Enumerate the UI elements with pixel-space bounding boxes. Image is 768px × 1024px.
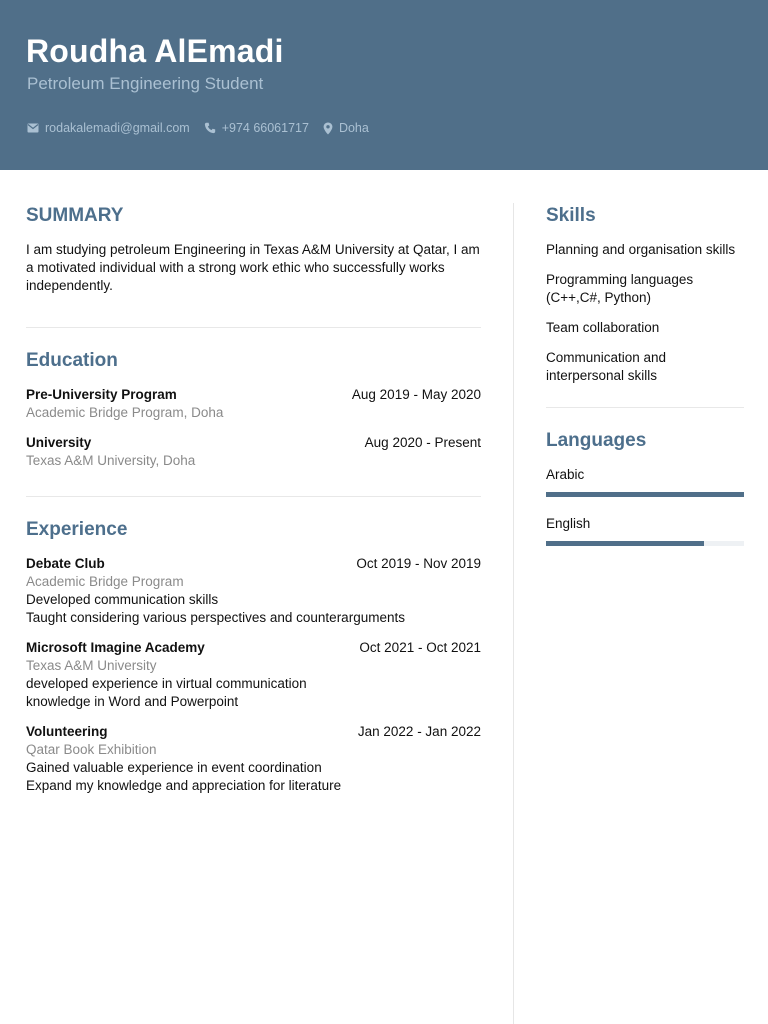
person-name: Roudha AlEmadi: [26, 33, 284, 69]
skill-item: Planning and organisation skills: [546, 242, 736, 257]
skill-item: Programming languages (C++,C#, Python): [546, 272, 694, 305]
language-level-fill: [546, 541, 704, 546]
mail-icon: [27, 123, 39, 133]
language-level-bar: [546, 492, 744, 497]
resume-header: [0, 0, 768, 170]
education-title: Education: [26, 350, 118, 371]
entry-description: Taught considering various perspectives and counterarguments: [26, 610, 405, 625]
contact-phone[interactable]: [204, 121, 309, 135]
experience-entry: [26, 639, 481, 711]
experience-section: [26, 517, 481, 795]
skills-title: Skills: [546, 205, 596, 226]
side-column: [546, 203, 744, 546]
language-name: Arabic: [546, 467, 585, 482]
entry-date: Aug 2020 - Present: [364, 435, 481, 450]
entry-description: Expand my knowledge and appreciation for literature: [26, 778, 342, 793]
skill-item: Team collaboration: [546, 320, 660, 335]
entry-organization: Academic Bridge Program: [26, 574, 184, 589]
entry-date: Oct 2019 - Nov 2019: [356, 556, 481, 571]
education-section: [26, 348, 481, 470]
contact-email[interactable]: [27, 121, 190, 135]
entry-description: Developed communication skills: [26, 592, 219, 607]
summary-title: SUMMARY: [26, 205, 124, 226]
entry-institution: Academic Bridge Program, Doha: [26, 405, 224, 420]
education-entry: [26, 386, 481, 422]
entry-title: Pre-University Program: [26, 387, 177, 402]
entry-title: University: [26, 435, 92, 450]
entry-title: Microsoft Imagine Academy: [26, 640, 205, 655]
language-level-bar: [546, 541, 744, 546]
entry-institution: Texas A&M University, Doha: [26, 453, 196, 468]
contact-location: [323, 121, 369, 135]
experience-entry: [26, 723, 481, 795]
entry-date: Jan 2022 - Jan 2022: [357, 724, 481, 739]
main-column: [26, 203, 481, 795]
summary-text: I am studying petroleum Engineering in Texas A&M University at Qatar, I am a motivated individual with a strong work ethic who successfully works independently.: [26, 242, 480, 293]
phone-icon: [204, 122, 216, 134]
entry-description: developed experience in virtual communication: [26, 676, 307, 691]
person-role: Petroleum Engineering Student: [27, 74, 264, 93]
entry-date: Aug 2019 - May 2020: [351, 387, 481, 402]
section-divider: [26, 327, 481, 328]
email-text: rodakalemadi@gmail.com: [45, 121, 190, 135]
map-pin-icon: [323, 122, 333, 135]
entry-title: Debate Club: [26, 556, 105, 571]
experience-entry: [26, 555, 481, 627]
languages-title: Languages: [546, 430, 647, 451]
experience-title: Experience: [26, 519, 128, 540]
language-item: [546, 466, 744, 497]
section-divider: [546, 407, 744, 408]
language-level-fill: [546, 492, 744, 497]
skill-item: Communication and interpersonal skills: [546, 350, 667, 383]
entry-organization: Texas A&M University: [26, 658, 157, 673]
entry-description: Gained valuable experience in event coordination: [26, 760, 322, 775]
column-divider: [513, 203, 514, 1024]
entry-title: Volunteering: [26, 724, 108, 739]
skills-section: [546, 203, 744, 385]
entry-date: Oct 2021 - Oct 2021: [359, 640, 481, 655]
phone-text: +974 66061717: [221, 121, 309, 135]
section-divider: [26, 496, 481, 497]
contact-info: [27, 121, 369, 135]
education-entry: [26, 434, 481, 470]
language-name: English: [546, 516, 591, 531]
entry-description: knowledge in Word and Powerpoint: [26, 694, 239, 709]
entry-organization: Qatar Book Exhibition: [26, 742, 157, 757]
location-text: Doha: [338, 121, 369, 135]
languages-section: [546, 428, 744, 546]
summary-section: [26, 203, 481, 295]
language-item: [546, 515, 744, 546]
